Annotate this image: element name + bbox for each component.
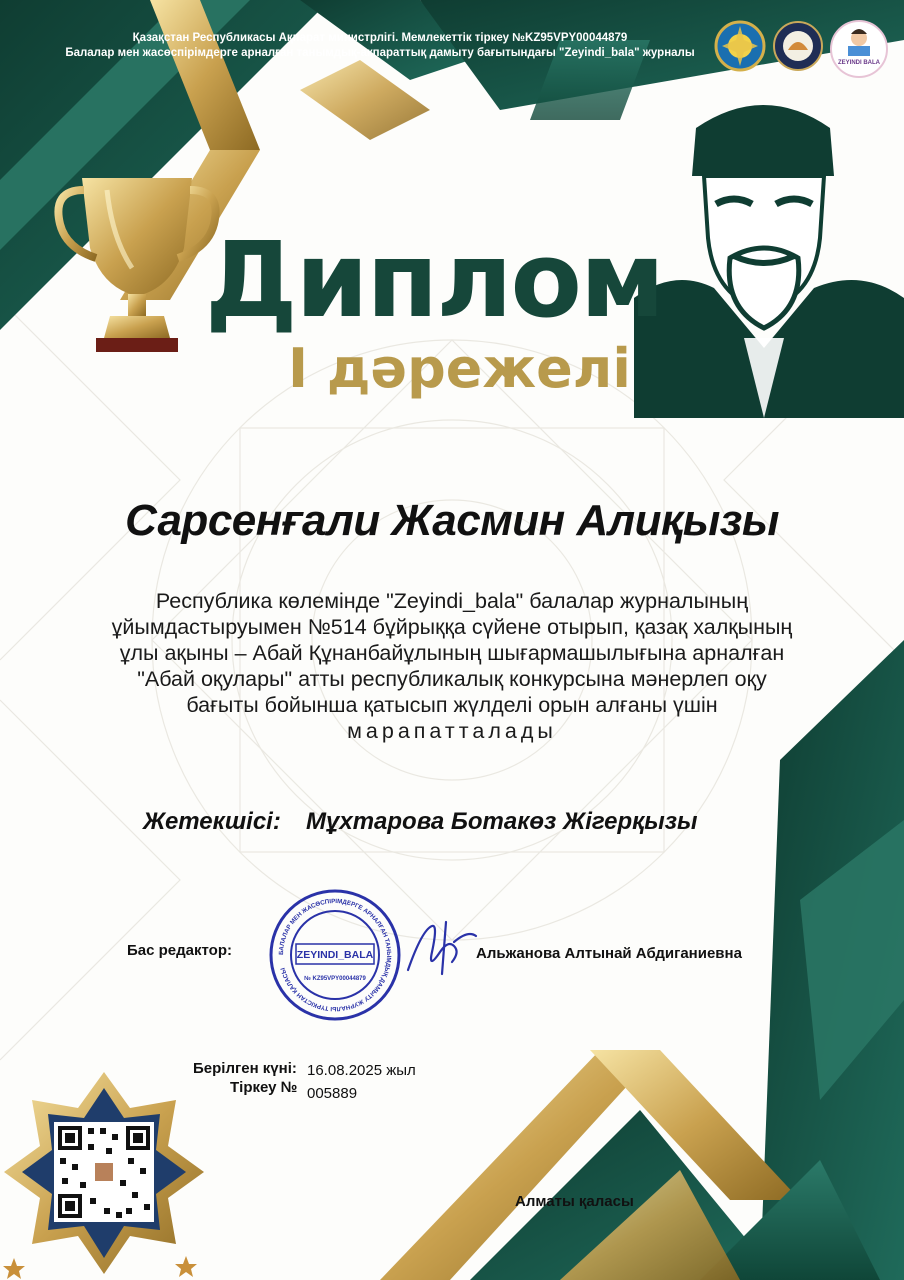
stamp-reg-text: № KZ95VPY00044879 bbox=[304, 976, 366, 982]
abai-portrait-icon bbox=[634, 88, 904, 418]
diploma-degree: I дәрежелі bbox=[288, 337, 631, 400]
supervisor-label: Жетекшісі: bbox=[143, 808, 281, 835]
qr-code-frame bbox=[0, 1068, 210, 1280]
issue-date-value: 16.08.2025 жыл bbox=[307, 1062, 416, 1079]
description-line-3: ұлы ақыны – Абай Құнанбайұлының шығармашылығына арналған bbox=[119, 641, 785, 665]
zeyindi-bala-logo bbox=[830, 20, 888, 78]
diploma-title: Диплом bbox=[205, 219, 663, 341]
editor-signature bbox=[402, 912, 480, 982]
city-name: Алматы қаласы bbox=[515, 1193, 634, 1210]
qr-center-photo-icon bbox=[95, 1163, 113, 1181]
stamp-ring-text: БАЛАЛАР МЕН ЖАСӨСПІРІМДЕРГЕ АРНАЛҒАН ТАНЫМДЫҚ ДАМЫТУ ЖУРНАЛЫ ТҮРКІСТАН ҚАЛАСЫ bbox=[277, 897, 393, 1013]
logo-caption: ZEYINDI BALA bbox=[838, 60, 880, 66]
issue-date-label: Берілген күні: bbox=[193, 1060, 297, 1077]
editor-name: Альжанова Алтынай Абдиганиевна bbox=[476, 945, 742, 962]
kazakhstan-emblem-icon bbox=[714, 20, 766, 72]
registration-value: 005889 bbox=[307, 1085, 358, 1102]
stamp-center-text: ZEYINDI_BALA bbox=[296, 949, 374, 961]
header-registration-line: Қазақстан Республикасы Ақпарат министрлігі. Мемлекеттік тіркеу №KZ95VPY00044879 bbox=[132, 32, 628, 44]
description-line-5: бағыты бойынша қатысып жүлделі орын алғаны үшін bbox=[186, 693, 718, 717]
editor-label: Бас редактор: bbox=[127, 942, 232, 959]
description-line-1: Республика көлемінде "Zeyindi_bala" балалар журналының bbox=[155, 589, 749, 613]
description-line-2: ұйымдастыруымен №514 бұйрыққа сүйене отырып, қазақ халқының bbox=[111, 615, 793, 639]
child-reading-icon bbox=[832, 22, 886, 60]
description-line-4: "Абай оқулары" атты республикалық конкурсына мәнерлеп оқу bbox=[137, 667, 767, 691]
official-stamp bbox=[268, 888, 402, 1022]
registration-label: Тіркеу № bbox=[230, 1079, 298, 1096]
supervisor-name: Мұхтарова Ботакөз Жігерқызы bbox=[306, 808, 698, 835]
recipient-name: Сарсенғали Жасмин Алиқызы bbox=[125, 496, 779, 545]
ministry-logo-icon bbox=[772, 20, 824, 72]
trophy-icon bbox=[52, 168, 222, 358]
description-line-6: марапатталады bbox=[347, 719, 557, 743]
award-description bbox=[80, 588, 824, 744]
header-journal-line: Балалар мен жасөспірімдерге арналған танымдық-ақпараттық дамыту бағытындағы "Zeyindi_bala" журналы bbox=[65, 47, 695, 59]
